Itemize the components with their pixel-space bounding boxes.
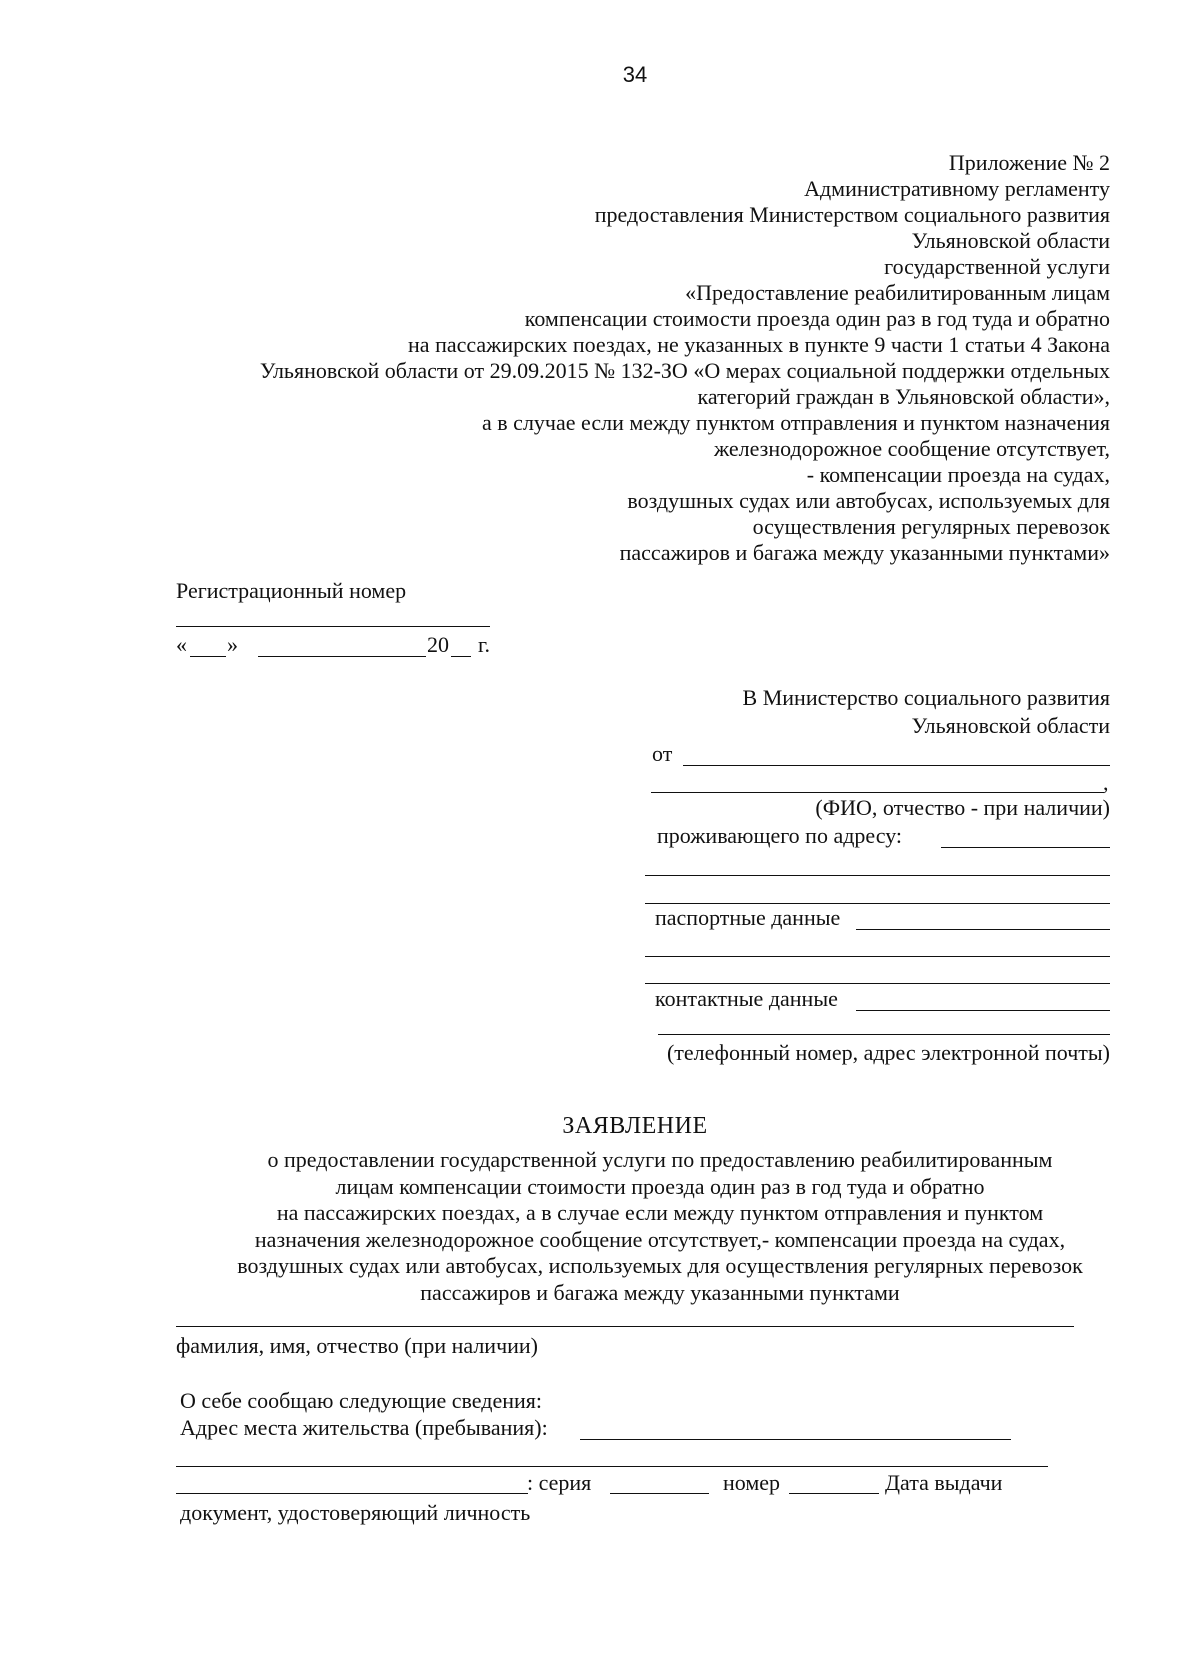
applicant-fio-field[interactable] (176, 1326, 1074, 1327)
appendix-line: осуществления регулярных перевозок (752, 514, 1110, 539)
subtitle-line: назначения железнодорожное сообщение отсутствует,- компенсации проезда на судах, (254, 1226, 1066, 1252)
number-field[interactable] (789, 1493, 879, 1494)
subtitle-line: о предоставлении государственной услуги по предоставлению реабилитированным (267, 1147, 1053, 1172)
from-label: от (652, 741, 673, 766)
appendix-line: Ульяновской области от 29.09.2015 № 132-ЗО «О мерах социальной поддержки отдельных (259, 358, 1110, 383)
date-month-field[interactable] (258, 656, 426, 657)
document-label: документ, удостоверяющий личность (180, 1500, 531, 1525)
fio-hint: (ФИО, отчество - при наличии) (815, 795, 1110, 820)
address-field-2[interactable] (645, 875, 1110, 876)
series-field[interactable] (610, 1493, 709, 1494)
from-name-field[interactable] (683, 765, 1110, 766)
appendix-line: компенсации стоимости проезда один раз в год туда и обратно (524, 306, 1110, 331)
appendix-line: воздушных судах или автобусах, используемых для (627, 488, 1110, 513)
appendix-line: а в случае если между пунктом отправления и пунктом назначения (482, 410, 1110, 435)
contacts-field-2[interactable] (658, 1034, 1110, 1035)
appendix-line: железнодорожное сообщение отсутствует, (713, 436, 1110, 461)
statement-title: ЗАЯВЛЕНИЕ (562, 1113, 708, 1139)
passport-label: паспортные данные (655, 905, 841, 930)
passport-field-2[interactable] (645, 956, 1110, 957)
applicant-fio-hint: фамилия, имя, отчество (при наличии) (176, 1333, 539, 1358)
residence-address-field-2[interactable] (176, 1466, 1048, 1467)
address-field[interactable] (941, 847, 1110, 848)
comma: , (1103, 770, 1109, 795)
date-year-suffix: г. (478, 632, 491, 657)
appendix-line: - компенсации проезда на судах, (806, 462, 1110, 487)
page-number: 34 (622, 62, 648, 87)
subtitle-line: на пассажирских поездах, а в случае если между пунктом отправления и пунктом (276, 1200, 1044, 1225)
applicant-intro: О себе сообщаю следующие сведения: (180, 1388, 543, 1413)
appendix-line: пассажиров и багажа между указанными пунктами» (619, 540, 1110, 565)
address-label: проживающего по адресу: (657, 823, 903, 848)
residence-address-label: Адрес места жительства (пребывания): (180, 1415, 548, 1440)
recipient-line-1: В Министерство социального развития (742, 685, 1110, 710)
passport-field[interactable] (856, 929, 1110, 930)
number-label: номер (723, 1470, 781, 1495)
from-name-field-2[interactable] (651, 792, 1104, 793)
date-year-prefix: 20 (427, 632, 449, 657)
passport-field-3[interactable] (645, 983, 1110, 984)
subtitle-line: лицам компенсации стоимости проезда один раз в год туда и обратно (335, 1173, 985, 1199)
appendix-line: Административному регламенту (804, 176, 1110, 201)
residence-address-field[interactable] (580, 1439, 1011, 1440)
statement-subtitle (160, 1147, 1160, 1306)
date-year-field[interactable] (451, 656, 471, 657)
appendix-line: «Предоставление реабилитированным лицам (685, 280, 1110, 305)
subtitle-line: воздушных судах или автобусах, используемых для осуществления регулярных перевозок (237, 1253, 1083, 1278)
appendix-header (260, 150, 1110, 566)
registration-number-field[interactable] (176, 626, 490, 627)
contacts-hint: (телефонный номер, адрес электронной почты) (666, 1040, 1110, 1065)
date-close-quote: » (227, 632, 238, 657)
contacts-field[interactable] (856, 1010, 1110, 1011)
appendix-line: государственной услуги (884, 254, 1110, 279)
appendix-line: Приложение № 2 (948, 150, 1110, 175)
document-type-field[interactable] (176, 1493, 528, 1494)
series-label: : серия (527, 1470, 592, 1495)
subtitle-line: пассажиров и багажа между указанными пунктами (420, 1279, 900, 1305)
appendix-line: категорий граждан в Ульяновской области», (697, 384, 1110, 409)
recipient-line-2: Ульяновской области (911, 713, 1110, 738)
registration-number-label: Регистрационный номер (176, 578, 407, 603)
date-open-quote: « (176, 632, 187, 657)
appendix-line: Ульяновской области (911, 228, 1110, 253)
issue-date-label: Дата выдачи (885, 1470, 1003, 1495)
contacts-label: контактные данные (655, 986, 838, 1011)
appendix-line: на пассажирских поездах, не указанных в пункте 9 части 1 статьи 4 Закона (408, 332, 1110, 357)
appendix-line: предоставления Министерством социального развития (594, 202, 1110, 227)
date-day-field[interactable] (190, 656, 226, 657)
address-field-3[interactable] (645, 903, 1110, 904)
